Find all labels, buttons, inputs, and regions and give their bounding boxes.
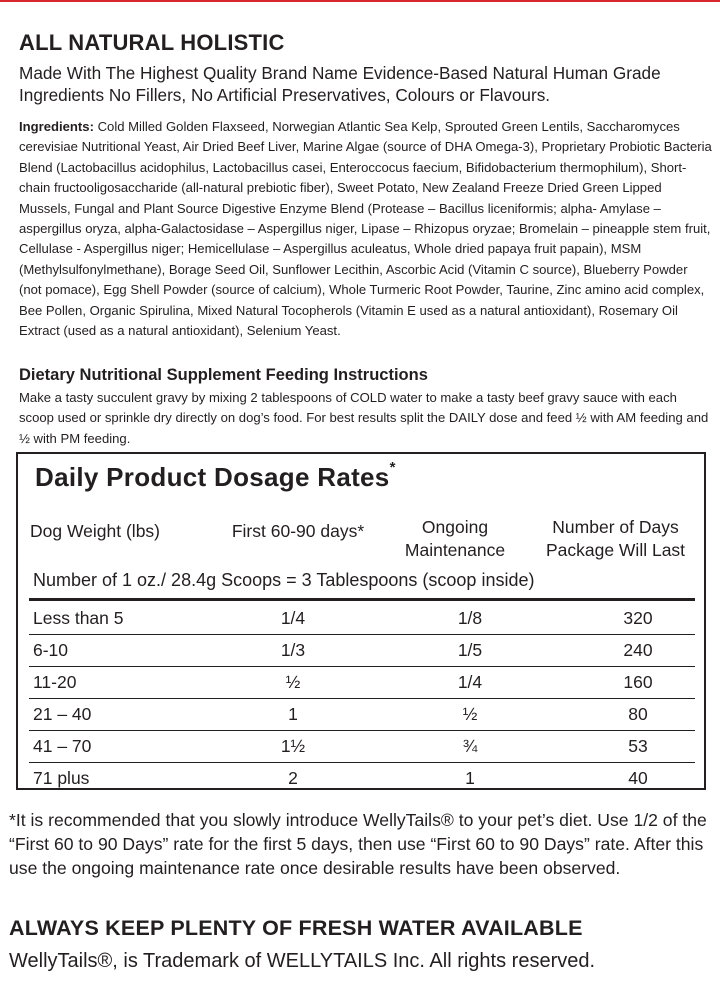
table-cell: 160 [623,672,653,692]
table-cell: 1 [288,704,298,724]
table-cell: 1/4 [457,672,483,692]
col-header-days-last: Number of Days Package Will Last [545,517,686,560]
top-accent-line [0,0,720,2]
row-divider [29,762,695,763]
table-cell: 53 [628,736,648,756]
feeding-heading: Dietary Nutritional Supplement Feeding Instructions [19,366,428,384]
col-header-ongoing: Ongoing Maintenance [404,517,506,560]
table-cell: 11-20 [33,672,77,692]
table-cell: ½ [462,704,478,724]
dosage-title [35,459,396,493]
table-cell: 1/5 [457,640,483,660]
table-cell: 1/4 [280,608,306,628]
dosage-table-box [16,452,706,790]
dosage-title-asterisk: * [389,459,396,477]
subtitle: Made With The Highest Quality Brand Name Evidence-Based Natural Human Grade Ingredients No Fillers, No Artificial Preservatives, Colours or Flavours. [19,63,661,105]
row-divider [29,698,695,699]
ingredients-label: Ingredients: [19,119,94,134]
table-cell: 71 plus [33,768,90,788]
trademark-notice: WellyTails®, is Trademark of WELLYTAILS Inc. All rights reserved. [9,950,596,972]
row-divider [29,666,695,667]
table-cell: 1 [465,768,475,788]
table-cell: Less than 5 [33,608,124,628]
ingredients-text: Cold Milled Golden Flaxseed, Norwegian Atlantic Sea Kelp, Sprouted Green Lentils, Saccharomyces cerevisiae Nutritional Yeast, Air Dried Beef Liver, Marine Algae (source of DHA Omega-3), Proprietary Probiotic Bacteria Blend (Lactobacillus acidophilus, Lactobacillus casei, Enteroccocus faecium, Bifidobacterium thermophilum), Short-chain fructooligosaccharide (all-natural prebiotic fiber), Sweet Potato, New Zealand Freeze Dried Green Lipped Mussels, Fungal and Plant Source Digestive Enzyme Blend (Protease – Bacillus liceniformis; alpha- Amylase –aspergillus oryza, alpha-Galactosidase – Aspergillus niger, Lipase – Rhizopus oryzae; Bromelain – pineapple stem fruit, Cellulase - Aspergillus niger; Hemicellulase – Aspergillus aculeatus, Whole dried papaya fruit papain), MSM (Methylsulfonylmethane), Borage Seed Oil, Sunflower Lecithin, Ascorbic Acid (Vitamin C source), Blueberry Powder (not pomace), Egg Shell Powder (source of calcium), Whole Turmeric Root Powder, Taurine, Zinc amino acid complex, Bee Pollen, Organic Spirulina, Mixed Natural Tocopherols (Vitamin E used as a natural antioxidant), Rosemary Oil Extract (used as a natural antioxidant), Selenium Yeast. [19,119,712,339]
table-cell: 1/8 [457,608,483,628]
table-cell: 21 – 40 [33,704,92,724]
table-cell: 240 [623,640,653,660]
table-cell: 80 [628,704,648,724]
row-divider [29,634,695,635]
header-rule [29,598,695,601]
table-cell: ½ [285,672,301,692]
col-header-first-days: First 60-90 days* [231,521,365,541]
table-cell: 40 [628,768,648,788]
table-cell: 41 – 70 [33,736,92,756]
table-cell: 1/3 [280,640,306,660]
table-cell: ¾ [462,736,478,756]
table-cell: 6-10 [33,640,69,660]
footnote: *It is recommended that you slowly introduce WellyTails® to your pet’s diet. Use 1/2 of the “First 60 to 90 Days” rate for the first 5 days, then use “First 60 to 90 Days” rate. After this use the ongoing maintenance rate once desirable results have been observed. [9,810,707,879]
table-cell: 1½ [280,736,306,756]
page-title: ALL NATURAL HOLISTIC [19,30,285,55]
table-cell: 320 [623,608,653,628]
dosage-title-text: Daily Product Dosage Rates [35,462,390,492]
table-cell: 2 [288,768,298,788]
water-notice: ALWAYS KEEP PLENTY OF FRESH WATER AVAILABLE [9,916,583,940]
feeding-instructions: Make a tasty succulent gravy by mixing 2 tablespoons of COLD water to make a tasty beef gravy sauce with each scoop used or sprinkle dry directly on dog’s food. For best results split the DAILY dose and feed ½ with AM feeding and ½ with PM feeding. [19,390,709,446]
ingredients-paragraph [19,117,713,341]
col-header-weight: Dog Weight (lbs) [30,521,161,541]
row-divider [29,730,695,731]
scoop-note: Number of 1 oz./ 28.4g Scoops = 3 Tablespoons (scoop inside) [33,570,535,590]
